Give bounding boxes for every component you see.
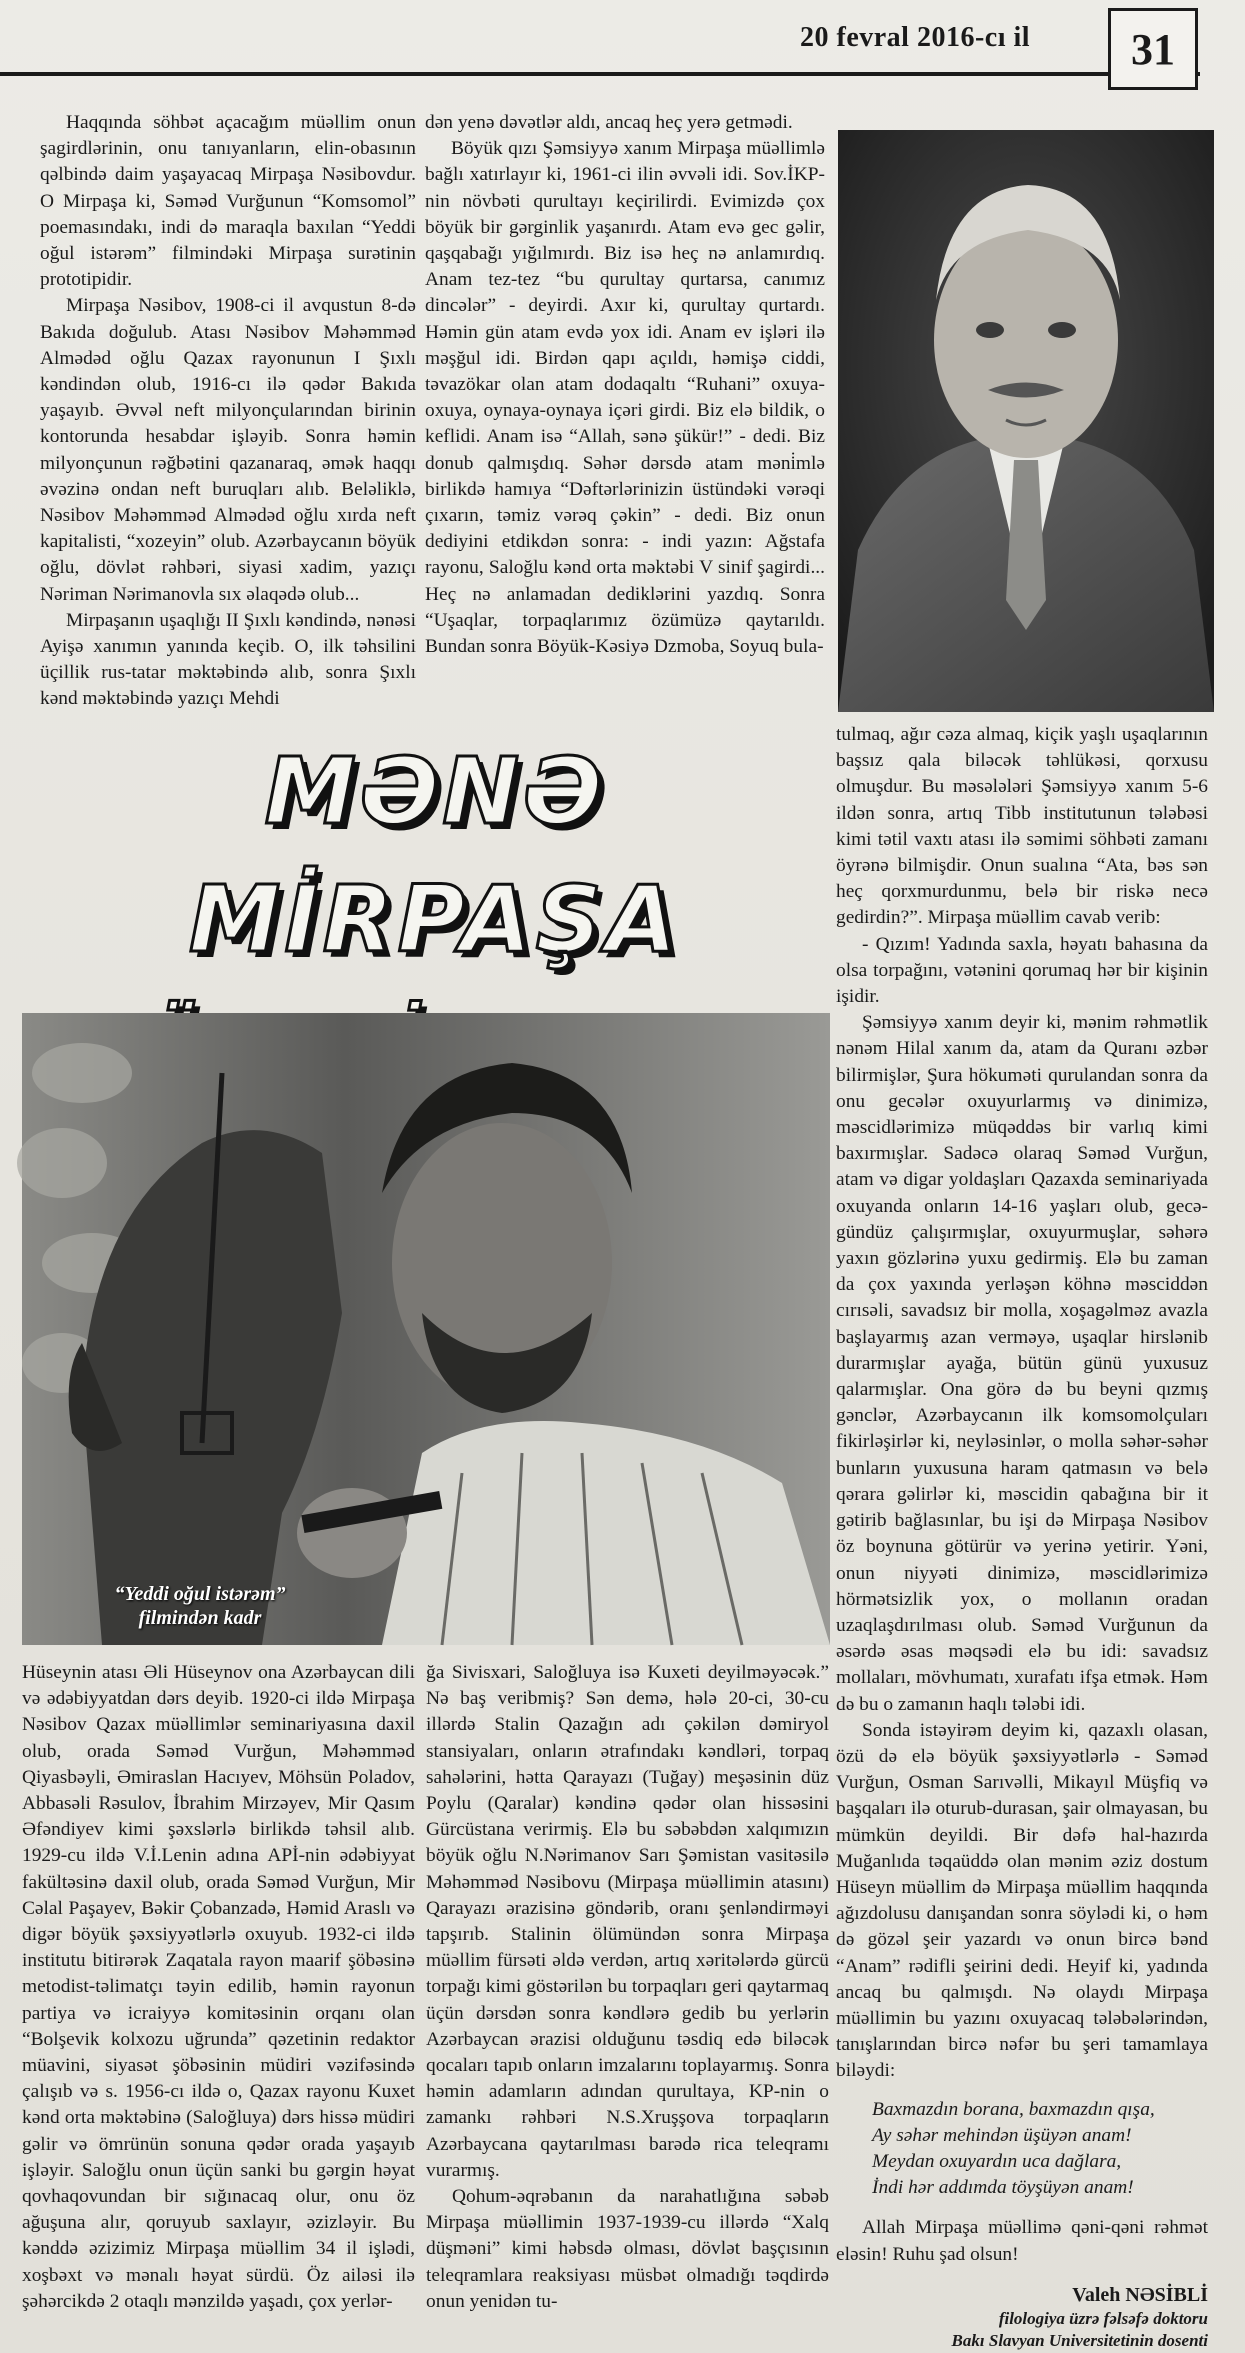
paragraph: dən yenə dəvətlər aldı, ancaq heç yerə getmədi. xyxy=(425,112,793,133)
paragraph: tulmaq, ağır cəza almaq, kiçik yaşlı uşaqlarının başsız qala biləcək təhlükəsi, qorxusu olmuşdur. Bu məsələləri Şəmsiyyə xanım 5-6 ildən sonra, artıq Tibb institutunun tələbəsi kimi tətil vaxtı atası ilə səmimi söhbəti zamanı öyrənə bilmişdir. Onun sualına “Ata, bəs sən heç qorxmurdunmu, belə bir riskə necə gedirdin?”. Mirpaşa müəllim cavab verib: xyxy=(836,724,1208,929)
paragraph: - Qızım! Yadında saxla, həyatı bahasına da olsa torpağını, vətənini qorumaq hər bir kişinin işidir. xyxy=(836,933,1208,1008)
article-column-2 xyxy=(425,110,825,730)
paragraph: Mirpaşa Nəsibov, 1908-ci il avqustun 8-də Bakıda doğulub. Atası Nəsibov Məhəmməd Almədəd oğlu Qazax rayonunun I Şıxlı kəndindən olub, 1916-cı ilə qədər Bakıda yaşayıb. Əvvəl neft milyonçularından birinin kontorunda hesabdar işləyib. Sonra həmin milyonçunun rəğbətini qazanaraq, əmək haqqı əvəzinə ondan neft buruqları alıb. Beləliklə, Nəsibov Məhəmməd Almədəd oğlu xırda neft kapitalisti, “xozeyin” olub. Azərbaycanın böyük oğlu, dövlət rəhbəri, siyasi xadim, yazıçı Nəriman Nərimanovla sıx əlaqədə olub... xyxy=(40,295,416,605)
author-affiliation: Bakı Slavyan Universitetinin dosenti xyxy=(951,2330,1208,2350)
paragraph: Böyük qızı Şəmsiyyə xanım Mirpaşa müəllimlə bağlı xatırlayır ki, 1961-ci ilin əvvəli idi. Sov.İKP-nin növbəti qurultayı keçirilirdi. Evimizdə çox böyük bir gərginlik yaşanırdı. Atam evə gec gəlir, qaşqabağı yığılmırdı. Biz isə heç nə anlamırdıq. Anam tez-tez “bu qurultay qurtarsa, canımız dincələr” - deyirdi. Axır ki, qurultay qurtardı. Həmin gün atam evdə yox idi. Anam ev işləri ilə məşğul idi. Birdən qapı açıldı, həmişə ciddi, təvazökar olan atam dodaqaltı “Ruhani” oxuya-oxuya, oynaya-oynaya içəri girdi. Biz elə bildik, o keflidi. Anam isə “Allah, sənə şükür!” - dedi. Biz donub qalmışdıq. Səhər dərsdə atam məni̇mlə birlikdə hamıya “Dəftərlərinizin üstündəki vərəqi çıxarın, təmiz vərəq çəkin” - dedi. Biz onun dediyini etdikdən sonra: - indi yazın: Ağstafa rayonu, Saloğlu kənd orta məktəbi V sinif şagirdi... Heç nə anlamadan dediklərini yazdıq. Sonra “Uşaqlar, torpaqlarımız özümüzə qaytarıldı. Bundan sonra Böyük-Kəsiyə Dzmoba, Soyuq bula- xyxy=(425,138,825,658)
author-name: Valeh NƏSİBLİ xyxy=(1072,2283,1208,2306)
paragraph: Mirpaşanın uşaqlığı II Şıxlı kəndində, nənəsi Ayişə xanımın yanında keçib. O, ilk təhsilini üçillik rus-tatar məktəbində alıb, sonra Şıxlı kənd məktəbində yazıçı Mehdi xyxy=(40,609,416,710)
article-column-4 xyxy=(22,1660,415,2350)
paragraph: Hüseynin atası Əli Hüseynov ona Azərbaycan dili və ədəbiyyatdan dərs deyib. 1920-ci ildə Mirpaşa Nəsibov Qazax müəllimlər seminariyasına daxil olub, orada Səməd Vurğun, Məhəmməd Qiyasbəyli, Əmiraslan Hacıyev, Möhsün Poladov, Abbasəli Rəsulov, İbrahim Mirzəyev, Mir Qasım Əfəndiyev kimi şəxslərlə birlikdə təhsil alıb. 1929-cu ildə V.İ.Lenin adına APİ-nin ədəbiyyat fakültəsinə daxil olub, orada Səməd Vurğun, Mir Cəlal Paşayev, Bəkir Çobanzadə, Həmid Araslı və digər böyük şəxsiyyətlərlə oxuyub. 1932-ci ildə institutu bitirərək Zaqatala rayon maarif şöbəsinə metodist-təlimatçı təyin edilib, həmin rayonun partiya və icraiyyə komitəsinin orqanı olan “Bolşevik kolxozu uğrunda” qəzetinin redaktor müavini, siyasət şöbəsinin müdiri vəzifəsində çalışıb və s. 1956-cı ildə o, Qazax rayonu Kuxet kənd orta məktəbinə (Saloğluya) dərs hissə müdiri gəlir və ömrünün sonuna qədər orada yaşayıb işləyir. Saloğlu onun üçün sanki bu gərgin həyat qovhaqovundan bir sığınacaq olur, onu öz ağuşuna alır, qoruyub saxlayır, əzizləyir. Bu kənddə əzizimiz Mirpaşa müəllim 34 il işlədi, xoşbəxt və mənalı həyat sürdü. Öz ailəsi ilə şəhərcikdə 2 otaqlı mənzildə yaşadı, çox yerlər- xyxy=(22,1662,415,2312)
page-number: 31 xyxy=(1108,8,1198,90)
poem-line: İndi hər addımda töyşüyən anam! xyxy=(872,2177,1134,2199)
issue-date: 20 fevral 2016-cı il xyxy=(800,22,1031,53)
paragraph: Sonda istəyirəm deyim ki, qazaxlı olasan, özü də elə böyük şəxsiyyətlərlə - Səməd Vurğun, Osman Sarıvəlli, Mikayıl Müşfiq və başqaları ilə oturub-durasan, şair olmayasan, bu mümkün deyildi. Bir dəfə hal-hazırda Muğanlıda təqaüddə olan mənim əziz dostum Hüseyn müəllim də Mirpaşa müəllim haqqında ağızdolusu danışandan sonra söylədi ki, o həm də gözəl şeir yazardı və onun bircə bənd “Anam” rədifli şeirini dedi. Heyif ki, yadında ancaq bu qalmışdı. Nə olaydı Mirpaşa müəllimin bu yazını oxuyacaq tələbələrindən, tanışlarından bircə nəfər bu şeri tamamlaya biləydi: xyxy=(836,1719,1208,2082)
paragraph: ğa Sivisxari, Saloğluya isə Kuxeti deyilməyəcək.” Nə baş veribmiş? Sən demə, hələ 20-ci, 30-cu illərdə Stalin Qazağın adı çəkilən dəmiryol stansiyaları, onların ətrafındakı kəndləri, torpaq sahələrini, hətta Qarayazı (Tuğay) meşəsinin düz Poylu (Qaralar) kəndinə qədər olan hissəsini Gürcüstana verirmiş. Elə bu səbəbdən xalqımızın böyük oğlu N.Nərimanov Sarı Şəmistan vasitəsilə Məhəmməd Nəsibovu (Mirpaşa müəllimin atasını) Qarayazı ərazisinə göndərib, oranı şenləndirməyi tapşırıb. Stalinin ölümündən sonra Mirpaşa müəllim fürsəti əldə verdən, artıq xəritələrdə gürcü torpağı kimi göstərilən bu torpaqları geri qaytarmaq üçün dərsdən sonra kəndlərə gedib bu yerlərin Azərbaycan ərazisi olduğunu təsdiq edə biləcək qocaları tapıb onların imzalarını toplayarmış. Sonra həmin adamların adından qurultaya, KP-nin o zamankı rəhbəri N.S.Xruşşova torpaqların Azərbaycana qaytarılması barədə rica teleqramı vurarmış. xyxy=(426,1662,829,2181)
paragraph: Şəmsiyyə xanım deyir ki, mənim rəhmətlik nənəm Hilal xanım da, atam da Quranı əzbər bilirmişlər, Şura hökuməti qurulandan sonra da onu gecələr oxuyurlarmış və dinimizə, məscidlərimizə müqəddəs bir varlıq kimi baxırmışlar. Sadəcə olaraq Səməd Vurğun, atam və digar yoldaşları Qazaxda seminariyada oxuyanda onların 14-16 yaşları olub, gecə-gündüz çalışırmışlar, oxuyurmuşlar, səhərə yaxın gözlərinə yuxu gedirmiş. Elə bu zaman da çox yaxında yerləşən köhnə məsciddən cırısəli, savadsız bir molla, xoşagəlməz avazla başlayarmış azan verməyə, uşaqlar hirslənib durarmışlar ayağa, bütün günü yuxusuz qalarmışlar. Ona görə də bu beyni qızmış gənclər, Azərbaycanın ilk komsomolçuları fikirləşirlər ki, neyləsinlər, o molla səhər-səhər bunların yuxusuna haram qatmasın və belə qərara gəlirlər ki, məscidin qabağına bir it gətirib bağlasınlar, bu işi də Mirpaşa Nəsibov öz boynuna götürür və yerinə yetirir. Yəni, onun niyyəti dinimizə, məscidlərimizə hörmətsizlik yox, o mollanın oradan uzaqlaşdırılması olub. Səməd Vurğunun da əsərdə əsas məqsədi elə bu idi: savadsız mollaları, mövhumatı, xurafatı ifşa etmək. Həm də bu o zamanın haqlı tələbi idi. xyxy=(836,1012,1208,1715)
closing-paragraph: Allah Mirpaşa müəllimə qəni-qəni rəhmət eləsin! Ruhu şad olsun! xyxy=(836,2217,1208,2265)
portrait-illustration xyxy=(838,130,1214,712)
paragraph: Qohum-əqrəbanın da narahatlığına səbəb Mirpaşa müəllimin 1937-1939-cu illərdə “Xalq düşməni” kimi həbsdə olması, dövlət başçısının teleqramlara reaksiyası müsbət olmadığı təqdirdə onun yenidən tu- xyxy=(426,2186,829,2312)
film-still-illustration xyxy=(22,1013,830,1645)
article-column-1 xyxy=(40,110,416,710)
photo-caption xyxy=(60,1582,340,1630)
article-column-3 xyxy=(836,722,1208,2350)
poem-line: Ay səhər mehindən üşüyən anam! xyxy=(872,2124,1132,2146)
article-column-5 xyxy=(426,1660,829,2350)
headline-line-1: MƏNƏ MİRPAŞA xyxy=(188,738,682,973)
film-still-photo xyxy=(22,1013,830,1645)
caption-line-2: filmindən kadr xyxy=(138,1607,262,1629)
author-role: filologiya üzrə fəlsəfə doktoru xyxy=(998,2308,1208,2328)
header-rule xyxy=(0,72,1200,76)
caption-line-1: “Yeddi oğul istərəm” xyxy=(114,1583,286,1605)
poem-line: Baxmazdın borana, baxmazdın qışa, xyxy=(872,2098,1155,2120)
poem-line: Meydan oxuyardın uca dağlara, xyxy=(872,2150,1122,2172)
headline xyxy=(40,728,830,988)
paragraph: Haqqında söhbət açacağım müəllim onun şagirdlərinin, onu tanıyanların, elin-obasının qəlbində daim yaşayacaq Mirpaşa Nəsibovdur. O Mirpaşa ki, Səməd Vurğunun “Komsomol” poemasındakı, indi də maraqla baxılan “Yeddi oğul istərəm” filmindəki Mirpaşa surətinin prototipidir. xyxy=(40,112,416,291)
portrait-photo xyxy=(838,130,1214,712)
